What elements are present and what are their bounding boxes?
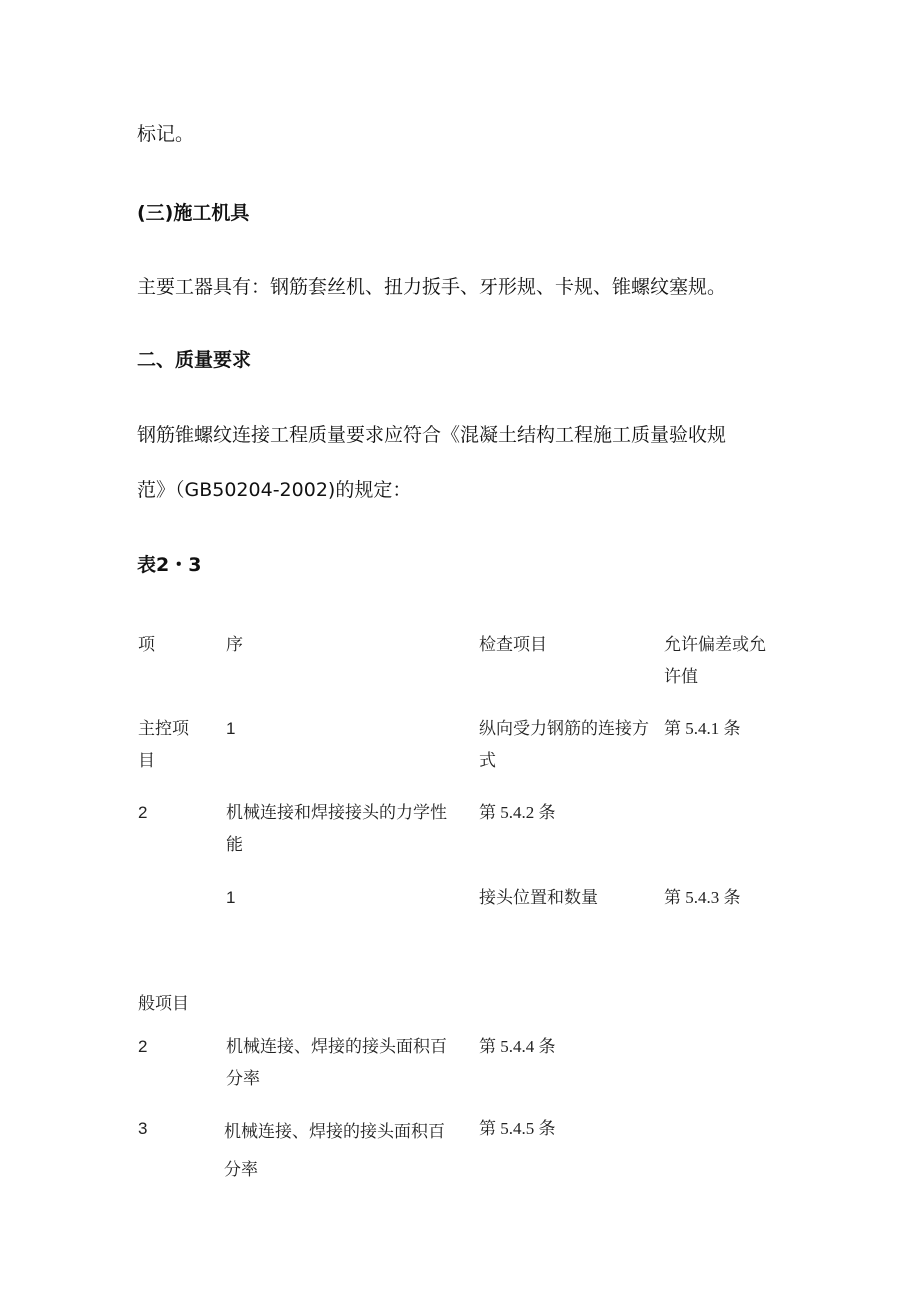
table-cell: 机械连接和焊接接头的力学性能 xyxy=(226,803,447,854)
table-header-allowance: 允许偏差或允许值 xyxy=(664,635,766,686)
paragraph-quality-line2: 范》（GB50204-2002)的规定： xyxy=(137,479,412,501)
table-cell: 第 5.4.2 条 xyxy=(479,803,556,822)
table-cell: 1 xyxy=(226,888,236,907)
table-caption: 表2・3 xyxy=(137,554,202,576)
table-header-seq: 序 xyxy=(226,635,243,654)
table-cell: 般项目 xyxy=(138,994,189,1013)
table-cell: 2 xyxy=(138,1037,148,1056)
table-cell: 第 5.4.4 条 xyxy=(479,1037,556,1056)
paragraph-tools: 主要工器具有：钢筋套丝机、扭力扳手、牙形规、卡规、锥螺纹塞规。 xyxy=(137,276,727,298)
table-cell: 主控项目 xyxy=(138,719,189,770)
heading-quality-requirements: 二、质量要求 xyxy=(137,349,252,371)
table-cell: 机械连接、焊接的接头面积百分率 xyxy=(226,1037,447,1088)
table-header-item: 项 xyxy=(138,635,155,654)
table-cell: 第 5.4.3 条 xyxy=(664,888,741,907)
table-cell: 纵向受力钢筋的连接方式 xyxy=(479,719,649,770)
table-cell: 1 xyxy=(226,719,236,738)
table-header-check-item: 检查项目 xyxy=(479,635,547,654)
table-cell: 第 5.4.1 条 xyxy=(664,719,741,738)
table-cell: 2 xyxy=(138,803,148,822)
paragraph-mark-end: 标记。 xyxy=(137,123,195,145)
paragraph-quality-line1: 钢筋锥螺纹连接工程质量要求应符合《混凝土结构工程施工质量验收规 xyxy=(137,424,727,446)
heading-construction-tools: (三)施工机具 xyxy=(137,202,250,224)
table-cell: 接头位置和数量 xyxy=(479,888,598,907)
table-cell: 3 xyxy=(138,1119,148,1138)
table-cell: 机械连接、焊接的接头面积百分率 xyxy=(224,1122,445,1179)
table-cell: 第 5.4.5 条 xyxy=(479,1119,556,1138)
